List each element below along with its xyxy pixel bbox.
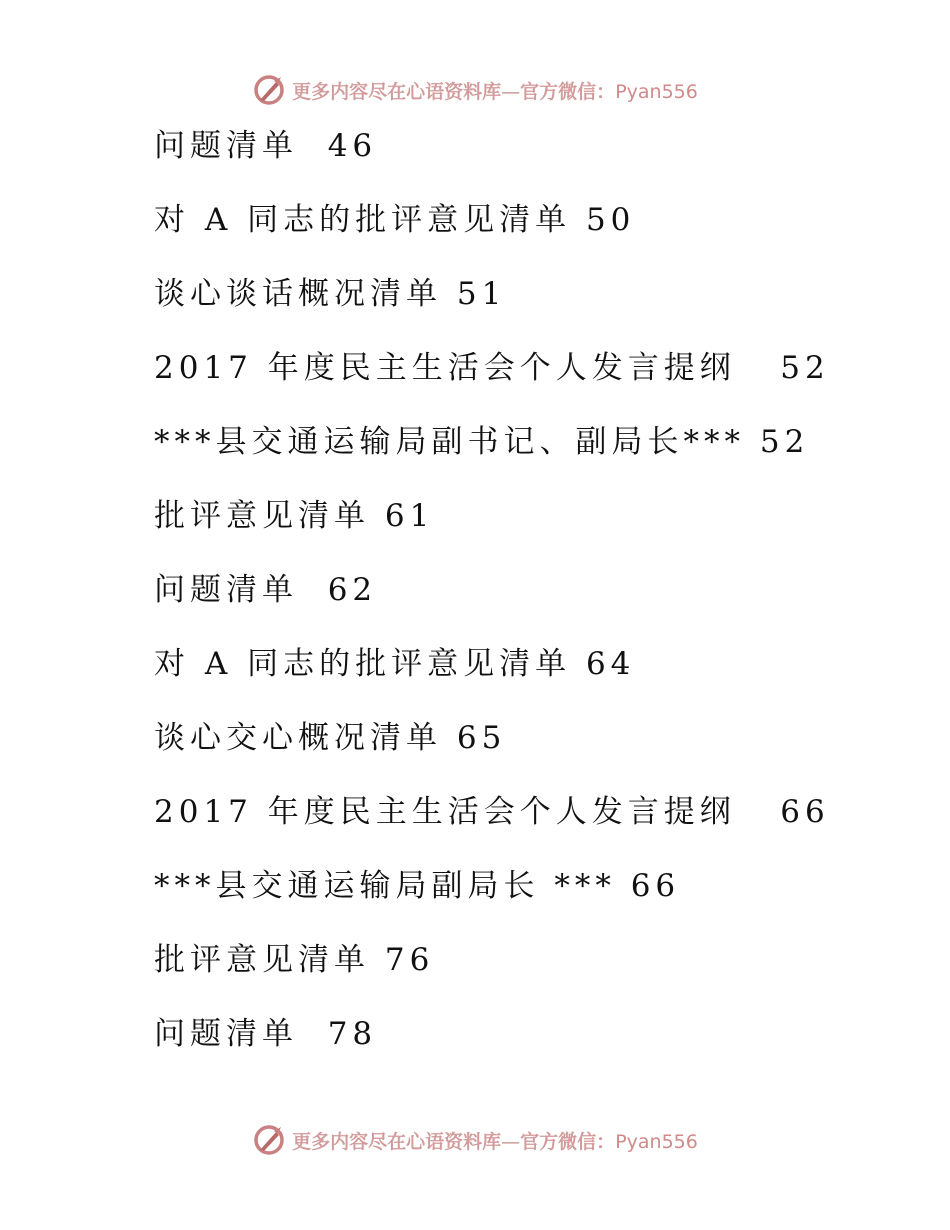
toc-line: 批评意见清单 61 — [154, 498, 435, 534]
watermark-text — [292, 1127, 698, 1154]
toc-line: 问题清单 46 — [154, 128, 378, 164]
watermark-dash: — — [501, 80, 521, 103]
watermark-header-inner — [252, 73, 698, 107]
toc-list — [154, 121, 854, 1083]
toc-line: 对 A 同志的批评意见清单 50 — [154, 202, 636, 238]
watermark-wechat-id: Pyan556 — [615, 1130, 698, 1153]
quill-logo-icon — [252, 73, 286, 107]
watermark-footer-inner — [252, 1123, 698, 1157]
toc-line: 2017 年度民主生活会个人发言提纲 66 — [154, 794, 830, 830]
toc-line: 批评意见清单 76 — [154, 942, 435, 978]
watermark-text — [292, 77, 698, 104]
watermark-main-text: 更多内容尽在心语资料库 — [292, 1130, 502, 1153]
toc-line: 谈心谈话概况清单 51 — [154, 276, 507, 312]
watermark-main-text: 更多内容尽在心语资料库 — [292, 80, 502, 103]
watermark-dash: — — [501, 1130, 521, 1153]
watermark-suffix: 官方微信： — [520, 1130, 616, 1153]
toc-line: 2017 年度民主生活会个人发言提纲 52 — [154, 350, 830, 386]
toc-line: 对 A 同志的批评意见清单 64 — [154, 646, 636, 682]
toc-line: 问题清单 62 — [154, 572, 378, 608]
toc-line: ***县交通运输局副局长 *** 66 — [154, 868, 681, 904]
watermark-suffix: 官方微信： — [520, 80, 616, 103]
toc-line: 谈心交心概况清单 65 — [154, 720, 507, 756]
watermark-footer — [0, 1120, 950, 1160]
watermark-header — [0, 70, 950, 110]
toc-line: 问题清单 78 — [154, 1016, 378, 1052]
watermark-wechat-id: Pyan556 — [615, 80, 698, 103]
quill-logo-icon — [252, 1123, 286, 1157]
toc-line: ***县交通运输局副书记、副局长*** 52 — [154, 424, 810, 460]
